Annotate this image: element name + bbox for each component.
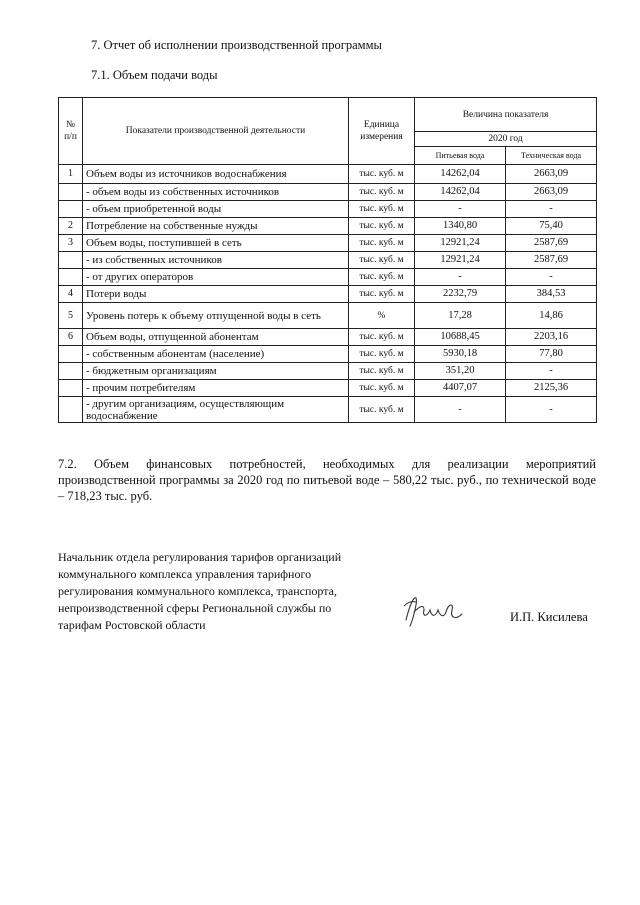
table-row [59,363,597,380]
cell-num: 2 [59,218,83,235]
signatory-name: И.П. Кисилева [510,610,588,624]
cell-indicator: - другим организациям, осуществляющим водоснабжение [83,397,349,423]
cell-drinking: 4407,07 [415,380,506,397]
table-row [59,303,597,329]
col-header-num: № п/п [59,98,83,165]
cell-drinking: 14262,04 [415,184,506,201]
col-header-value: Величина показателя [415,98,597,132]
cell-unit: тыс. куб. м [349,235,415,252]
col-header-unit: Единица измерения [349,98,415,165]
table-row [59,235,597,252]
cell-indicator: Потребление на собственные нужды [83,218,349,235]
cell-technical: 75,40 [506,218,597,235]
cell-indicator: Объем воды, отпущенной абонентам [83,329,349,346]
cell-num: 4 [59,286,83,303]
cell-indicator: - объем приобретенной воды [83,201,349,218]
cell-drinking: - [415,269,506,286]
cell-drinking: 10688,45 [415,329,506,346]
cell-indicator: - от других операторов [83,269,349,286]
cell-technical: - [506,363,597,380]
handwritten-signature [400,592,470,632]
table-row [59,346,597,363]
cell-technical: 2663,09 [506,184,597,201]
cell-unit: тыс. куб. м [349,269,415,286]
cell-num [59,269,83,286]
table-row [59,329,597,346]
cell-technical: 2587,69 [506,235,597,252]
col-header-technical: Техническая вода [506,147,597,165]
table-row [59,269,597,286]
col-header-indicator: Показатели производственной деятельности [83,98,349,165]
cell-indicator: Уровень потерь к объему отпущенной воды в сеть [83,303,349,329]
cell-indicator: Потери воды [83,286,349,303]
cell-technical: 14,86 [506,303,597,329]
cell-unit: тыс. куб. м [349,184,415,201]
cell-unit: тыс. куб. м [349,346,415,363]
table-row [59,397,597,423]
section-title: 7. Отчет об исполнении производственной программы [91,38,382,52]
cell-unit: тыс. куб. м [349,201,415,218]
cell-technical: 77,80 [506,346,597,363]
cell-drinking: 12921,24 [415,235,506,252]
cell-num [59,201,83,218]
cell-unit: тыс. куб. м [349,252,415,269]
cell-num [59,184,83,201]
cell-num: 5 [59,303,83,329]
paragraph-7-2: 7.2. Объем финансовых потребностей, необходимых для реализации мероприятий производственной программы за 2020 год по питьевой воде – 580,22 тыс. руб., по технической воде – 718,23 тыс. руб. [58,457,596,503]
water-supply-table [58,97,597,423]
cell-num [59,397,83,423]
cell-technical: - [506,269,597,286]
cell-unit: тыс. куб. м [349,286,415,303]
cell-indicator: - объем воды из собственных источников [83,184,349,201]
subsection-title: 7.1. Объем подачи воды [91,68,218,82]
cell-num: 3 [59,235,83,252]
cell-technical: - [506,397,597,423]
col-header-year: 2020 год [415,132,597,147]
cell-indicator: Объем воды, поступившей в сеть [83,235,349,252]
position-line: тарифам Ростовской области [58,618,206,632]
col-header-drinking: Питьевая вода [415,147,506,165]
cell-num [59,252,83,269]
table-row [59,165,597,184]
cell-technical: 2125,36 [506,380,597,397]
cell-num: 6 [59,329,83,346]
cell-unit: % [349,303,415,329]
cell-unit: тыс. куб. м [349,329,415,346]
cell-indicator: - из собственных источников [83,252,349,269]
table-row [59,286,597,303]
cell-technical: 2587,69 [506,252,597,269]
signatory-position [58,549,378,634]
cell-indicator: - прочим потребителям [83,380,349,397]
position-line: регулирования коммунального комплекса, транспорта, [58,584,337,598]
cell-drinking: - [415,397,506,423]
table-row [59,252,597,269]
cell-drinking: 14262,04 [415,165,506,184]
cell-drinking: 351,20 [415,363,506,380]
cell-technical: - [506,201,597,218]
cell-technical: 384,53 [506,286,597,303]
cell-technical: 2203,16 [506,329,597,346]
cell-drinking: 1340,80 [415,218,506,235]
cell-drinking: 12921,24 [415,252,506,269]
cell-drinking: 2232,79 [415,286,506,303]
cell-indicator: Объем воды из источников водоснабжения [83,165,349,184]
cell-unit: тыс. куб. м [349,165,415,184]
cell-drinking: 5930,18 [415,346,506,363]
cell-num [59,346,83,363]
table-row [59,380,597,397]
cell-indicator: - бюджетным организациям [83,363,349,380]
cell-technical: 2663,09 [506,165,597,184]
table-row [59,218,597,235]
cell-drinking: - [415,201,506,218]
cell-unit: тыс. куб. м [349,397,415,423]
cell-unit: тыс. куб. м [349,380,415,397]
cell-unit: тыс. куб. м [349,363,415,380]
table-row [59,184,597,201]
cell-num [59,380,83,397]
cell-unit: тыс. куб. м [349,218,415,235]
position-line: непроизводственной сферы Региональной службы по [58,601,332,615]
position-line: Начальник отдела регулирования тарифов организаций [58,550,342,564]
cell-drinking: 17,28 [415,303,506,329]
cell-indicator: - собственным абонентам (население) [83,346,349,363]
table-row [59,201,597,218]
cell-num [59,363,83,380]
position-line: коммунального комплекса управления тарифного [58,567,312,581]
cell-num: 1 [59,165,83,184]
